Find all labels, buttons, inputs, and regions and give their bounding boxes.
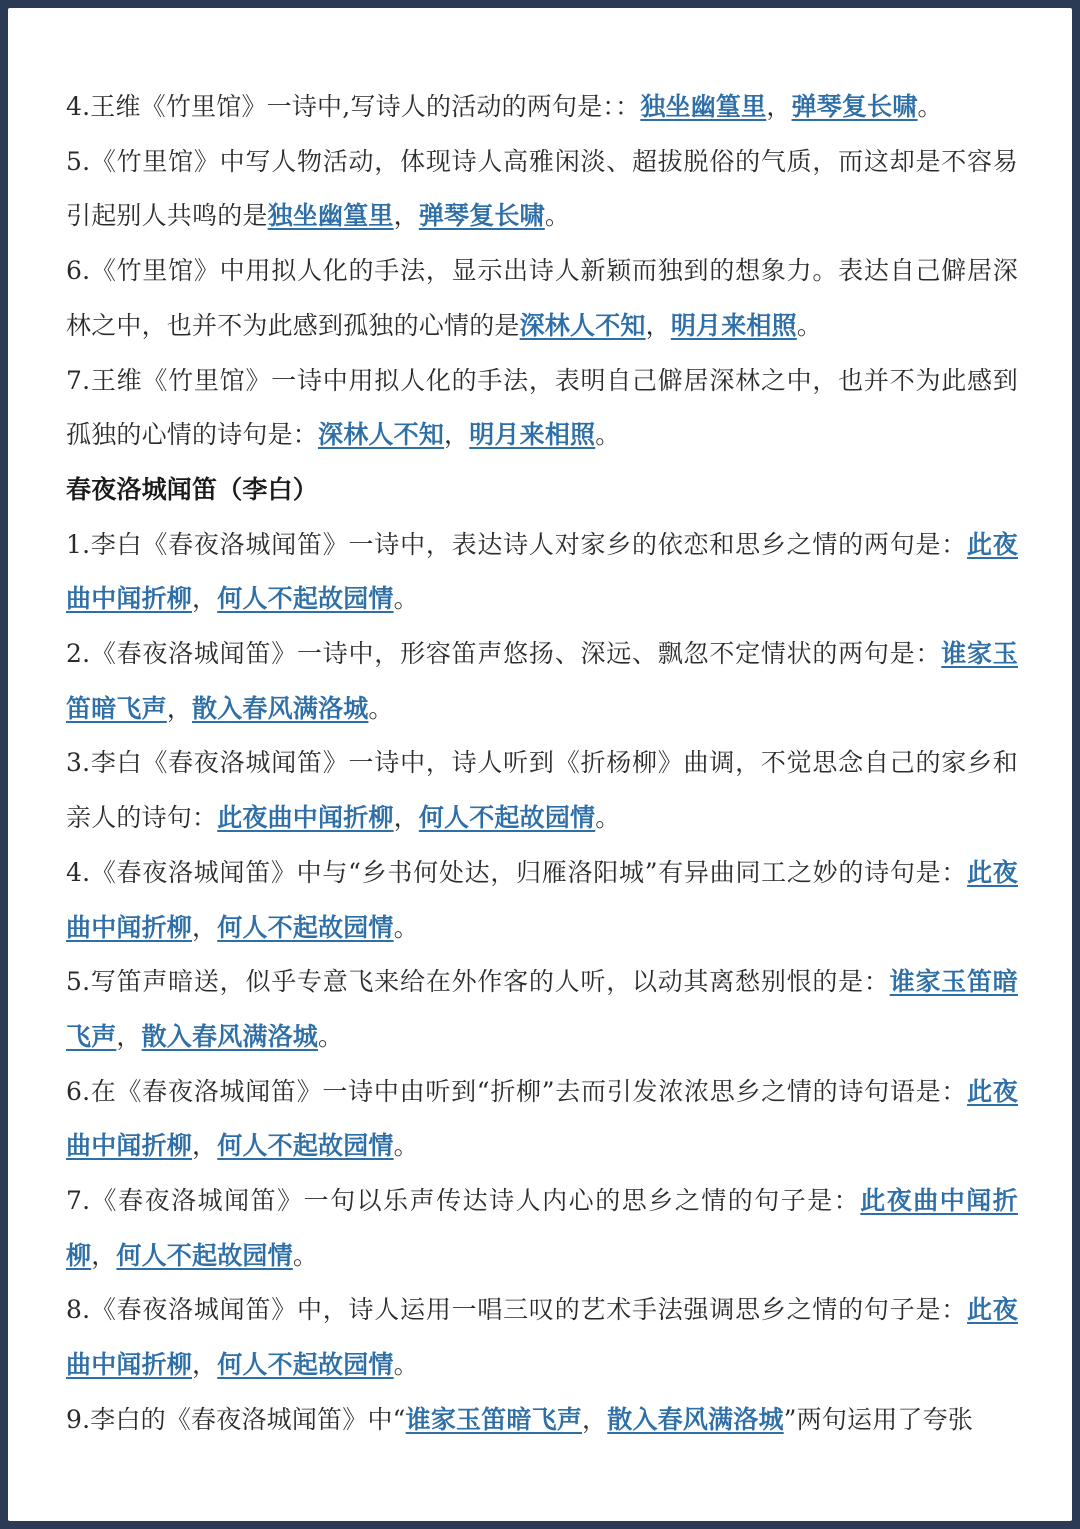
answer-line-1: 此夜曲中闻折柳 <box>66 529 1019 614</box>
answer-line-1: 谁家玉笛暗飞声 <box>66 639 1018 723</box>
answer-line-2: 明月来相照 <box>670 310 797 340</box>
question-item <box>66 135 1018 244</box>
question-end: 。 <box>292 1240 319 1270</box>
answer-separator: ， <box>582 1404 608 1434</box>
answer-separator: ， <box>192 912 218 942</box>
question-item <box>66 1283 1018 1392</box>
question-text: 1.李白《春夜洛城闻笛》一诗中，表达诗人对家乡的依恋和思乡之情的两句是： <box>66 529 968 559</box>
answer-line-2: 何人不起故园情 <box>217 1131 394 1161</box>
answer-line-1: 此夜曲中闻折柳 <box>66 1295 1019 1380</box>
answer-line-2: 散入春风满洛城 <box>141 1021 319 1051</box>
question-end: 。 <box>796 310 823 340</box>
question-end: 。 <box>393 912 419 942</box>
answer-separator: ， <box>444 420 470 450</box>
question-end: 。 <box>544 201 571 231</box>
question-item <box>66 846 1018 955</box>
section-heading: 春夜洛城闻笛（李白） <box>66 474 319 504</box>
answer-line-2: 何人不起故园情 <box>217 584 394 614</box>
question-item <box>66 244 1018 353</box>
answer-line-1: 此夜曲中闻折柳 <box>66 857 1018 942</box>
answer-separator: ， <box>91 1240 117 1270</box>
question-end: 。 <box>595 420 621 450</box>
document-page <box>8 8 1072 1521</box>
question-item <box>66 627 1018 736</box>
answer-separator: ， <box>645 310 671 340</box>
question-text: 6.在《春夜洛城闻笛》一诗中由听到“折柳”去而引发浓浓思乡之情的诗句语是： <box>66 1076 968 1106</box>
answer-line-1: 深林人不知 <box>519 310 646 340</box>
question-end: 。 <box>393 1131 419 1161</box>
question-item <box>66 80 1018 135</box>
answer-line-1: 谁家玉笛暗飞声 <box>66 967 1018 1051</box>
question-end: ”两句运用了夸张 <box>783 1404 974 1434</box>
question-text: 3.李白《春夜洛城闻笛》一诗中，诗人听到《折杨柳》曲调，不觉思念自己的家乡和亲人的诗句： <box>66 748 1018 833</box>
answer-line-2: 散入春风满洛城 <box>192 693 369 723</box>
question-text: 7.《春夜洛城闻笛》一句以乐声传达诗人内心的思乡之情的句子是： <box>66 1186 861 1216</box>
question-text: 8.《春夜洛城闻笛》中，诗人运用一唱三叹的艺术手法强调思乡之情的句子是： <box>66 1295 968 1325</box>
answer-line-2: 何人不起故园情 <box>217 1350 394 1380</box>
question-item <box>66 518 1018 627</box>
answer-line-2: 明月来相照 <box>469 420 596 450</box>
answer-separator: ， <box>166 693 193 723</box>
question-item <box>66 1065 1018 1174</box>
question-end: 。 <box>318 1021 344 1051</box>
answer-line-1: 此夜曲中闻折柳 <box>66 1076 1018 1161</box>
answer-separator: ， <box>192 584 218 614</box>
document-content <box>66 80 1018 1448</box>
question-item <box>66 1174 1018 1283</box>
answer-line-2: 弹琴复长啸 <box>791 92 918 121</box>
answer-separator: ， <box>116 1021 142 1051</box>
question-text: 4.《春夜洛城闻笛》中与“乡书何处达，归雁洛阳城”有异曲同工之妙的诗句是： <box>66 857 968 887</box>
answer-line-1: 此夜曲中闻折柳 <box>217 803 394 833</box>
answer-separator: ， <box>192 1131 218 1161</box>
question-item <box>66 736 1018 845</box>
question-item <box>66 354 1018 463</box>
answer-line-1: 谁家玉笛暗飞声 <box>405 1404 583 1434</box>
answer-line-2: 散入春风满洛城 <box>607 1404 784 1434</box>
question-text: 5.写笛声暗送，似乎专意飞来给在外作客的人听，以动其离愁别恨的是： <box>66 967 890 997</box>
question-text: 7.王维《竹里馆》一诗中用拟人化的手法，表明自己僻居深林之中，也并不为此感到孤独的心情的诗句是： <box>66 365 1018 450</box>
answer-line-2: 弹琴复长啸 <box>418 201 545 231</box>
question-text: 4.王维《竹里馆》一诗中,写诗人的活动的两句是：： <box>66 92 641 121</box>
question-end: 。 <box>368 693 394 723</box>
answer-line-2: 何人不起故园情 <box>418 803 596 833</box>
question-text: 9.李白的《春夜洛城闻笛》中“ <box>66 1404 406 1434</box>
answer-line-2: 何人不起故园情 <box>116 1240 293 1270</box>
question-end: 。 <box>393 584 419 614</box>
question-end: 。 <box>917 92 943 121</box>
answer-line-2: 何人不起故园情 <box>217 912 394 942</box>
question-end: 。 <box>393 1350 419 1380</box>
answer-separator: ， <box>393 803 419 833</box>
answer-line-1: 独坐幽篁里 <box>267 201 394 231</box>
answer-separator: ， <box>393 201 419 231</box>
question-item <box>66 955 1018 1064</box>
question-end: 。 <box>595 803 621 833</box>
question-text: 5.《竹里馆》中写人物活动，体现诗人高雅闲淡、超拔脱俗的气质，而这却是不容易引起别人共鸣的是 <box>66 146 1018 231</box>
question-text: 6.《竹里馆》中用拟人化的手法，显示出诗人新颖而独到的想象力。表达自己僻居深林之中，也并不为此感到孤独的心情的是 <box>66 256 1018 340</box>
answer-separator: ， <box>192 1350 218 1380</box>
answer-separator: ， <box>766 92 792 121</box>
answer-line-1: 独坐幽篁里 <box>640 92 767 121</box>
answer-line-1: 深林人不知 <box>318 420 445 450</box>
question-text: 2.《春夜洛城闻笛》一诗中，形容笛声悠扬、深远、飘忽不定情状的两句是： <box>66 639 942 669</box>
question-item <box>66 1393 1018 1448</box>
answer-line-1: 此夜曲中闻折柳 <box>66 1186 1018 1270</box>
